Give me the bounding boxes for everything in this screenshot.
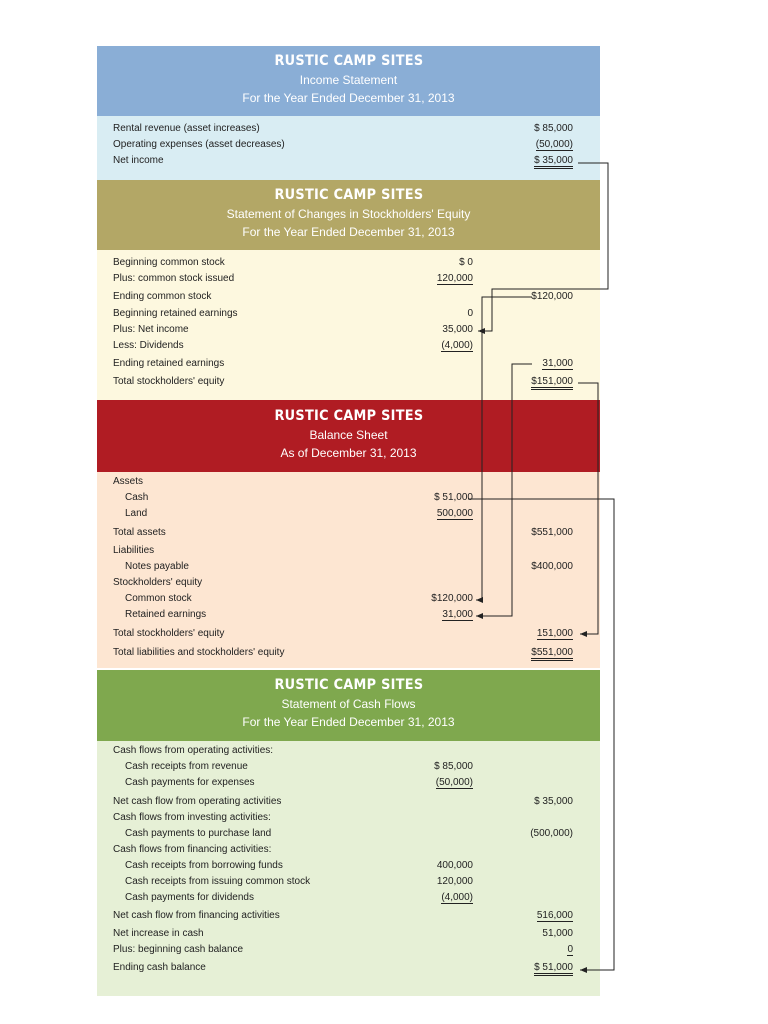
row-label-text: Rental revenue (asset increases) — [113, 123, 260, 134]
row-label: Ending cash balance — [113, 962, 206, 973]
statement-row — [97, 777, 600, 793]
balance-sheet-body — [97, 472, 600, 668]
statement-row — [97, 860, 600, 876]
statement-row — [97, 324, 600, 340]
statement-row — [97, 577, 600, 593]
row-label: Total stockholders' equity — [113, 376, 225, 387]
row-amount: 31,000 — [442, 609, 473, 620]
row-amount: 120,000 — [436, 876, 473, 887]
equity-statement-body — [97, 250, 600, 400]
row-total: 0 — [567, 944, 573, 955]
statement-row — [97, 828, 600, 844]
statement-row — [97, 139, 600, 155]
statement-row — [97, 358, 600, 374]
statement-row — [97, 376, 600, 392]
row-label: Total liabilities and stockholders' equity — [113, 647, 285, 658]
row-label: Liabilities — [113, 545, 155, 556]
statement-row — [97, 508, 600, 524]
cash-flow-statement — [97, 670, 600, 996]
statement-period: For the Year Ended December 31, 2013 — [242, 225, 455, 239]
balance-sheet — [97, 400, 600, 668]
statement-row — [97, 155, 600, 171]
statement-row — [97, 308, 600, 324]
row-amount: 500,000 — [436, 508, 473, 519]
row-label: Assets — [113, 476, 144, 487]
row-total: 31,000 — [542, 358, 573, 369]
statement-title: Statement of Cash Flows — [281, 697, 416, 711]
row-amount: $ 85,000 — [434, 761, 473, 772]
row-amount: 400,000 — [436, 860, 473, 871]
cash-flow-statement-header — [97, 670, 600, 741]
statement-row — [97, 812, 600, 828]
statement-row — [97, 123, 600, 139]
row-amount: (4,000) — [441, 340, 473, 351]
company-name: RUSTIC CAMP SITES — [274, 408, 423, 424]
statement-period: For the Year Ended December 31, 2013 — [242, 715, 455, 729]
row-label: Cash flows from investing activities: — [113, 812, 271, 823]
row-label: Cash payments to purchase land — [125, 828, 272, 839]
row-label: Cash receipts from revenue — [125, 761, 248, 772]
statement-period: For the Year Ended December 31, 2013 — [242, 91, 455, 105]
row-label: Net cash flow from financing activities — [113, 910, 280, 921]
statement-row — [97, 876, 600, 892]
row-label: Plus: common stock issued — [113, 273, 235, 284]
statement-row — [97, 527, 600, 543]
row-label: Net cash flow from operating activities — [113, 796, 282, 807]
statement-row — [97, 944, 600, 960]
row-label: Net income — [113, 155, 164, 166]
row-label: Beginning common stock — [113, 257, 225, 268]
row-label: Cash payments for dividends — [125, 892, 254, 903]
statement-row — [97, 273, 600, 289]
company-name: RUSTIC CAMP SITES — [274, 53, 423, 69]
statement-row — [97, 745, 600, 761]
row-label: Net increase in cash — [113, 928, 204, 939]
row-amount: $ 51,000 — [434, 492, 473, 503]
row-label: Plus: Net income — [113, 324, 189, 335]
statement-title: Income Statement — [299, 73, 398, 87]
row-total: $ 35,000 — [534, 796, 573, 807]
row-total: $ 35,000 — [534, 155, 573, 169]
row-total: $ 51,000 — [534, 962, 573, 976]
row-label: Ending common stock — [113, 291, 212, 302]
statement-row — [97, 291, 600, 307]
equity-statement — [97, 180, 600, 400]
statement-row — [97, 257, 600, 273]
balance-sheet-header — [97, 400, 600, 472]
row-label: Total stockholders' equity — [113, 628, 225, 639]
row-label: Total assets — [113, 527, 166, 538]
row-label: Plus: beginning cash balance — [113, 944, 244, 955]
statement-title: Balance Sheet — [309, 428, 388, 442]
statement-row — [97, 476, 600, 492]
statement-row — [97, 609, 600, 625]
statement-row — [97, 844, 600, 860]
statement-row — [97, 647, 600, 663]
row-amount: $120,000 — [431, 593, 473, 604]
row-amount: (50,000) — [435, 777, 473, 788]
statement-period: As of December 31, 2013 — [280, 446, 417, 460]
company-name: RUSTIC CAMP SITES — [274, 677, 423, 693]
row-label: Land — [125, 508, 148, 519]
row-label: Cash payments for expenses — [125, 777, 255, 788]
row-total: $ 85,000 — [534, 123, 573, 134]
company-name: RUSTIC CAMP SITES — [274, 187, 423, 203]
statement-row — [97, 928, 600, 944]
row-total: $551,000 — [531, 527, 573, 538]
row-label: Cash receipts from issuing common stock — [125, 876, 311, 887]
statement-row — [97, 962, 600, 978]
equity-statement-header — [97, 180, 600, 250]
row-label: Less: Dividends — [113, 340, 184, 351]
row-label: Cash flows from operating activities: — [113, 745, 274, 756]
statement-row — [97, 892, 600, 908]
row-total: (500,000) — [530, 828, 573, 839]
row-label: Cash flows from financing activities: — [113, 844, 272, 855]
row-label — [113, 123, 260, 134]
row-label: Stockholders' equity — [113, 577, 203, 588]
income-statement — [97, 46, 600, 180]
row-label: Beginning retained earnings — [113, 308, 238, 319]
income-statement-body — [97, 116, 600, 180]
statement-row — [97, 910, 600, 926]
row-amount: (4,000) — [441, 892, 473, 903]
row-total: 151,000 — [536, 628, 573, 639]
row-amount: 0 — [467, 308, 473, 319]
row-total: $551,000 — [531, 647, 573, 661]
statement-row — [97, 545, 600, 561]
row-total: $400,000 — [531, 561, 573, 572]
row-total: 51,000 — [542, 928, 573, 939]
statement-row — [97, 340, 600, 356]
row-label: Operating expenses (asset decreases) — [113, 139, 285, 150]
row-label: Cash — [125, 492, 149, 503]
row-label: Cash receipts from borrowing funds — [125, 860, 283, 871]
statement-row — [97, 593, 600, 609]
statement-title: Statement of Changes in Stockholders' Equity — [226, 207, 471, 221]
row-total: (50,000) — [535, 139, 573, 150]
row-label: Notes payable — [125, 561, 189, 572]
statement-row — [97, 561, 600, 577]
row-label: Common stock — [125, 593, 192, 604]
row-amount: 35,000 — [442, 324, 473, 335]
statement-row — [97, 492, 600, 508]
row-total: 516,000 — [536, 910, 573, 921]
row-amount: 120,000 — [436, 273, 473, 284]
row-label: Retained earnings — [125, 609, 207, 620]
row-label: Ending retained earnings — [113, 358, 225, 369]
statement-row — [97, 761, 600, 777]
row-total: $120,000 — [531, 291, 573, 302]
row-total: $151,000 — [531, 376, 573, 390]
cash-flow-statement-body — [97, 741, 600, 996]
income-statement-header — [97, 46, 600, 116]
row-amount: $ 0 — [459, 257, 473, 268]
statement-row — [97, 628, 600, 644]
statement-row — [97, 796, 600, 812]
